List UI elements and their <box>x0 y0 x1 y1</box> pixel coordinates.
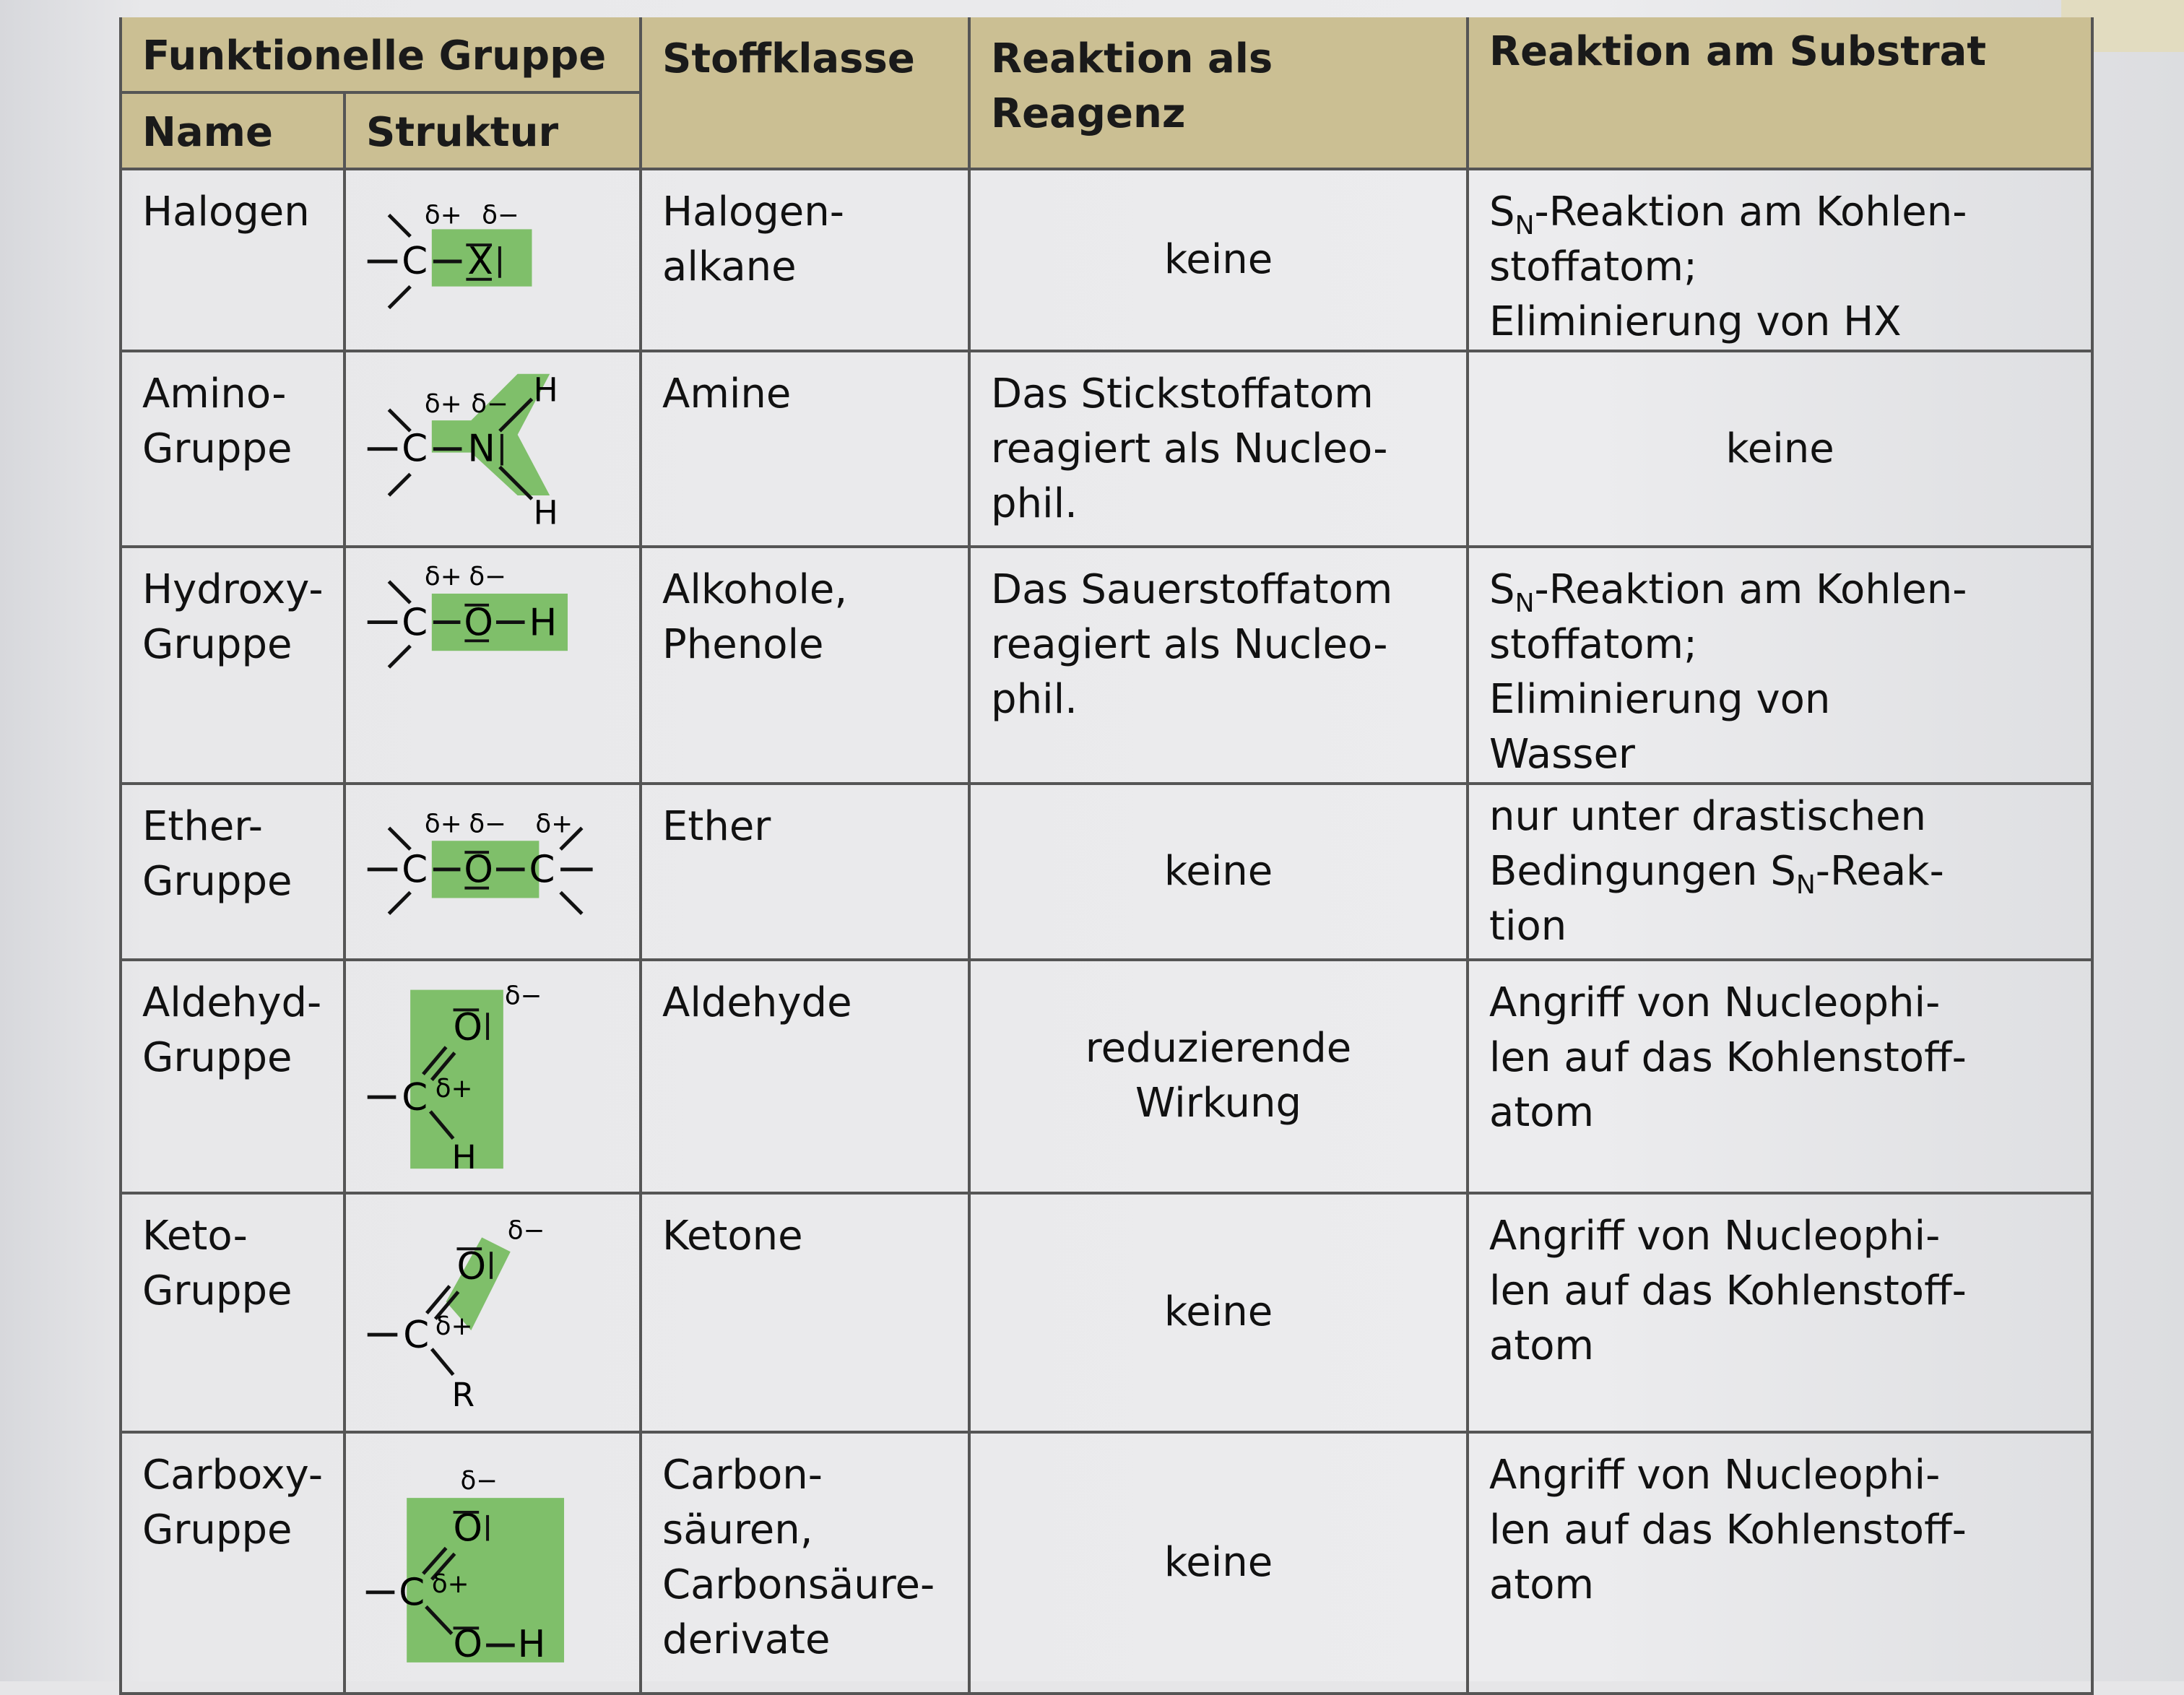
atom-c: C <box>402 239 428 283</box>
reagenz: keine <box>969 784 1468 960</box>
atom-c2: C <box>529 849 555 893</box>
substrat-b: -Reak- tion <box>1489 848 1944 950</box>
atom-o: O <box>453 1005 483 1049</box>
stoffklasse: Halogen- alkane <box>641 169 969 351</box>
atom-h1: H <box>533 370 558 409</box>
table-row <box>121 960 2092 1193</box>
atom-h: H <box>517 1622 546 1666</box>
structure-amino <box>344 351 641 547</box>
stoffklasse: Amine <box>641 351 969 547</box>
table-row <box>121 351 2092 547</box>
atom-c: C <box>403 1313 430 1357</box>
table-row <box>121 1432 2092 1694</box>
charge-minus: δ− <box>460 1465 498 1496</box>
group-name: Ether- Gruppe <box>121 784 344 960</box>
atom-x: X <box>467 239 493 283</box>
charge-plus: δ+ <box>431 1569 469 1599</box>
charge-plus: δ+ <box>424 389 462 420</box>
header-stoffklasse: Stoffklasse <box>641 17 969 169</box>
header-substrat: Reaktion am Substrat <box>1468 17 2092 169</box>
table-row <box>121 784 2092 960</box>
charge-minus: δ− <box>469 562 507 592</box>
substrat <box>1468 547 2092 784</box>
sn-prefix: S <box>1489 188 1515 235</box>
reagenz: Das Stickstoffatom reagiert als Nucleo- phil. <box>969 351 1468 547</box>
structure-keto <box>344 1193 641 1432</box>
structure-ether <box>344 784 641 960</box>
atom-c: C <box>402 601 428 645</box>
group-name: Amino- Gruppe <box>121 351 344 547</box>
header-structure: Struktur <box>344 92 641 169</box>
header-name: Name <box>121 92 344 169</box>
header-functional-group: Funktionelle Gruppe <box>121 17 641 92</box>
group-name: Halogen <box>121 169 344 351</box>
hydroxy-structure-diagram <box>346 548 639 782</box>
carboxy-structure-diagram <box>346 1434 639 1692</box>
atom-c1: C <box>402 849 428 893</box>
atom-o: O <box>464 849 493 893</box>
ether-structure-diagram <box>346 785 639 958</box>
atom-n: N <box>467 427 495 471</box>
atom-c: C <box>402 427 428 471</box>
stoffklasse: Carbon- säuren, Carbonsäure- derivate <box>641 1432 969 1694</box>
substrat-rest: -Reaktion am Kohlen- stoffatom; Eliminierung von Wasser <box>1489 566 1967 779</box>
substrat: Angriff von Nucleophi- len auf das Kohlenstoff- atom <box>1468 1432 2092 1694</box>
sn-sub: N <box>1514 211 1535 241</box>
charge-plus-2: δ+ <box>535 809 573 839</box>
keto-structure-diagram <box>346 1195 639 1431</box>
charge-minus: δ− <box>504 981 542 1011</box>
structure-aldehyd <box>344 960 641 1193</box>
substrat-rest: -Reaktion am Kohlen- stoffatom; Eliminierung von HX <box>1489 188 1967 345</box>
group-name: Carboxy- Gruppe <box>121 1432 344 1694</box>
atom-r: R <box>451 1375 475 1414</box>
atom-o: O <box>464 601 493 645</box>
charge-plus: δ+ <box>435 1311 473 1341</box>
substrat: keine <box>1468 351 2092 547</box>
atom-c: C <box>402 1075 428 1119</box>
amino-structure-diagram <box>346 352 639 545</box>
table-row <box>121 1193 2092 1432</box>
reagenz: keine <box>969 1432 1468 1694</box>
sn-prefix: S <box>1489 566 1515 614</box>
stoffklasse: Aldehyde <box>641 960 969 1193</box>
charge-plus: δ+ <box>424 200 462 230</box>
atom-h2: H <box>533 493 558 532</box>
substrat-a: nur unter drastischen Bedingungen S <box>1489 793 1927 896</box>
structure-halogen <box>344 169 641 351</box>
substrat: Angriff von Nucleophi- len auf das Kohlenstoff- atom <box>1468 960 2092 1193</box>
substrat <box>1468 169 2092 351</box>
group-name: Aldehyd- Gruppe <box>121 960 344 1193</box>
charge-minus: δ− <box>471 389 508 420</box>
functional-groups-table <box>119 17 2094 1695</box>
stoffklasse: Alkohole, Phenole <box>641 547 969 784</box>
structure-carboxy <box>344 1432 641 1694</box>
stoffklasse: Ether <box>641 784 969 960</box>
stoffklasse: Ketone <box>641 1193 969 1432</box>
table-row <box>121 169 2092 351</box>
sn-sub: N <box>1795 870 1816 901</box>
atom-h: H <box>451 1138 477 1177</box>
charge-minus: δ− <box>507 1215 545 1246</box>
aldehyd-structure-diagram <box>346 961 639 1192</box>
charge-plus: δ+ <box>424 562 462 592</box>
atom-o2: O <box>453 1622 483 1666</box>
sn-sub: N <box>1514 589 1535 619</box>
table-row <box>121 547 2092 784</box>
halogen-structure-diagram <box>346 170 639 350</box>
group-name: Keto- Gruppe <box>121 1193 344 1432</box>
atom-h: H <box>529 601 558 645</box>
substrat: Angriff von Nucleophi- len auf das Kohlenstoff- atom <box>1468 1193 2092 1432</box>
atom-c: C <box>399 1571 425 1615</box>
atom-o1: O <box>453 1507 483 1551</box>
reagenz: keine <box>969 169 1468 351</box>
group-name: Hydroxy- Gruppe <box>121 547 344 784</box>
charge-plus: δ+ <box>424 809 462 839</box>
charge-plus: δ+ <box>435 1074 473 1104</box>
substrat <box>1468 784 2092 960</box>
atom-o: O <box>456 1244 487 1288</box>
charge-minus: δ− <box>482 200 519 230</box>
reagenz: reduzierende Wirkung <box>969 960 1468 1193</box>
charge-minus: δ− <box>469 809 506 839</box>
reagenz: Das Sauerstoffatom reagiert als Nucleo- phil. <box>969 547 1468 784</box>
reagenz: keine <box>969 1193 1468 1432</box>
structure-hydroxy <box>344 547 641 784</box>
header-reagenz: Reaktion als Reagenz <box>969 17 1468 169</box>
